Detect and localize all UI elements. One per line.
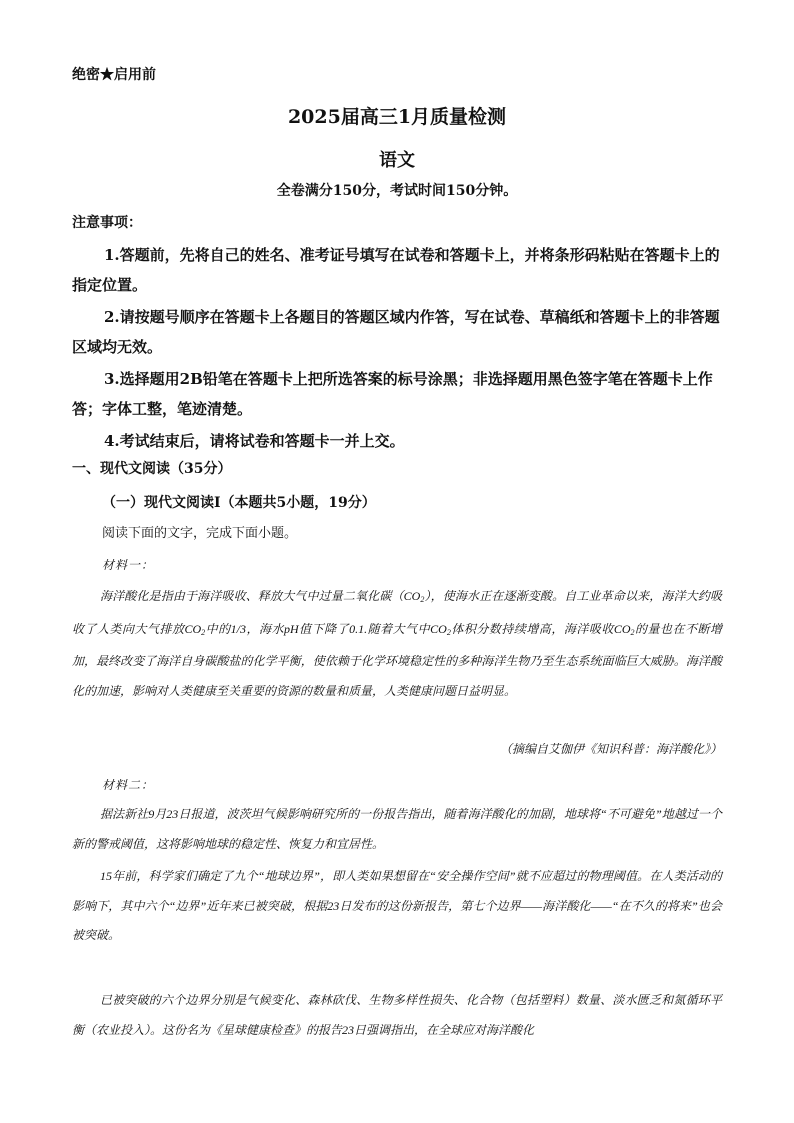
material1-label: 材料一： xyxy=(102,558,155,572)
section-subtitle: （一）现代文阅读Ⅰ（本题共5小题，19分） xyxy=(102,495,376,511)
exam-title: 2025届高三1月质量检测 xyxy=(287,106,507,128)
notice-item-1: 1.答题前，先将自己的姓名、准考证号填写在试卷和答题卡上，并将条形码粘贴在答题卡上的指定位置。 xyxy=(72,246,720,294)
notice-item-2: 2.请按题号顺序在答题卡上各题目的答题区域内作答，写在试卷、草稿纸和答题卡上的非答题区域均无效。 xyxy=(72,308,720,356)
notice-item-4: 4.考试结束后，请将试卷和答题卡一并上交。 xyxy=(104,432,405,450)
material1-source: （摘编自艾伽伊《知识科普：海洋酸化》） xyxy=(499,742,722,756)
subscript: 2 xyxy=(201,627,206,637)
notice-heading: 注意事项： xyxy=(72,215,142,231)
material2-paragraph-3: 已被突破的六个边界分别是气候变化、森林砍伐、生物多样性损失、化合物（包括塑料）数量、淡水匮乏和氮循环平衡（农业投入）。这份名为《星球健康检查》的报告23日强调指出，在全球应对海洋酸化 xyxy=(72,993,722,1037)
notice-item-3: 3.选择题用2B铅笔在答题卡上把所选答案的标号涂黑；非选择题用黑色签字笔在答题卡上作答；字体工整，笔迹清楚。 xyxy=(72,370,713,418)
subscript: 2 xyxy=(446,627,451,637)
subscript: 2 xyxy=(630,627,635,637)
material1-paragraph xyxy=(72,582,722,706)
material1-text-d: 体积分数持续增高，海洋吸收CO xyxy=(450,621,631,636)
section-title: 一、现代文阅读（35分） xyxy=(72,461,232,477)
subscript: 2 xyxy=(420,595,425,604)
section-instruction: 阅读下面的文字，完成下面小题。 xyxy=(102,526,298,541)
material1-text-e: 的量也在不断增加，最终改变了海洋自身碳酸盐的化学平衡，使依赖于化学环境稳定性的多种海洋生物乃至生态系统面临巨大威胁。海洋酸化的加速，影响对人类健康至关重要的资源的数量和质量，人类健康问题日益明显。 xyxy=(72,621,723,698)
subject-title: 语文 xyxy=(379,150,415,171)
material2-paragraph-2: 15年前，科学家们确定了九个“地球边界”，即人类如果想留在“安全操作空间”就不应超过的物理阈值。在人类活动的影响下，其中六个“边界”近年来已被突破，根据23日发布的这份新报告，第七个边界——海洋酸化——“在不久的将来”也会被突破。 xyxy=(72,869,722,942)
material1-text-b: ），使海水正在逐渐变酸。自工业革命以来，海洋大约吸收了人类向大气排放CO xyxy=(72,589,722,636)
exam-info: 全卷满分150分，考试时间150分钟。 xyxy=(276,183,518,199)
secret-mark: 绝密★启用前 xyxy=(72,67,156,83)
material1-text-a: 海洋酸化是指由于海洋吸收、释放大气中过量二氧化碳（CO xyxy=(100,589,421,603)
material2-label: 材料二： xyxy=(102,778,155,792)
material1-text-c: 中的1/3，海水pH值下降了0.1.随着大气中CO xyxy=(205,621,447,636)
material2-paragraph-1: 据法新社9月23日报道，波茨坦气候影响研究所的一份报告指出，随着海洋酸化的加剧，地球将“不可避免”地越过一个新的警戒阈值，这将影响地球的稳定性、恢复力和宜居性。 xyxy=(72,807,722,851)
